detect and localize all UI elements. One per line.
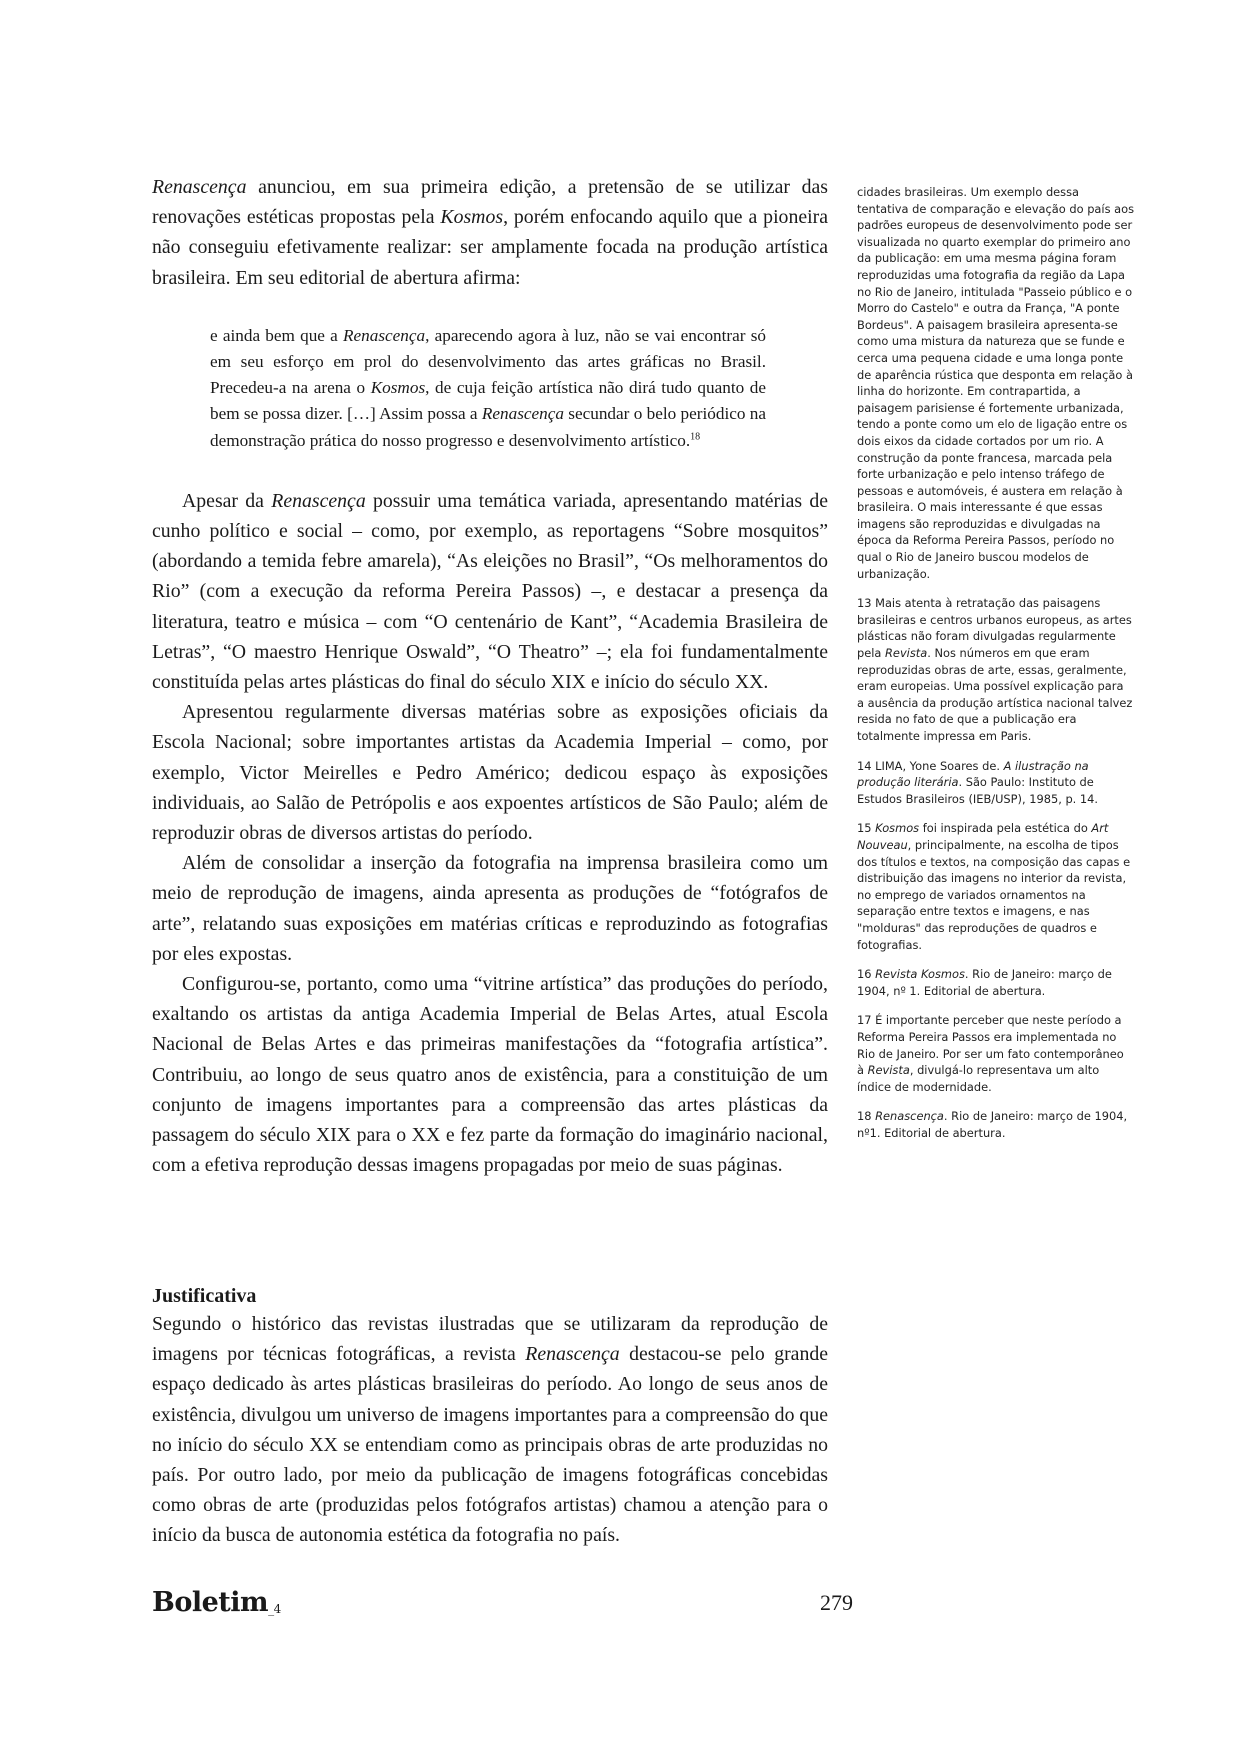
justificativa-paragraph: Segundo o histórico das revistas ilustradas que se utilizaram da reprodução de imagens por técnicas fotográficas, a revista Renascença destacou-se pelo grande espaço dedicado às artes plásticas brasileiras do período. Ao longo de seus anos de existência, divulgou um universo de imagens importantes para a compreensão do que no início do século XX se entendiam como as principais obras de arte produzidas no país. Por outro lado, por meio da publicação de imagens fotográficas concebidas como obras de arte (produzidas pelos fotógrafos artistas) chamou a atenção para o início da busca de autonomia estética da fotografia no país. bbox=[152, 1313, 829, 1547]
paragraph-3: Apresentou regularmente diversas matérias sobre as exposições oficiais da Escola Nacional; sobre importantes artistas da Academia Imperial – como, por exemplo, Victor Meirelles e Pedro Américo; dedicou espaço às exposições individuais, ao Salão de Petrópolis e aos expoentes artísticos de São Paulo; além de reproduzir obras de diversos artistas do período. bbox=[152, 701, 828, 845]
paragraph-1: Renascença anunciou, em sua primeira edição, a pretensão de se utilizar das renovações estéticas propostas pela Kosmos, porém enfocando aquilo que a pioneira não conseguiu efetivamente realizar: ser amplamente focada na produção artística brasileira. Em seu editorial de abertura afirma: bbox=[152, 176, 828, 289]
footnote-12-continued: cidades brasileiras. Um exemplo dessa tentativa de comparação e elevação do país aos padrões europeus de desenvolvimento pode ser visualizada no quarto exemplar do primeiro ano da publicação: em uma mesma página foram reproduzidas uma fotografia da região da Lapa no Rio de Janeiro, intitulada "Passeio público e o Morro do Castelo" e outra da França, "A ponte Bordeus". A paisagem brasileira apresenta-se como uma mistura da natureza que se funde e cerca uma pequena cidade e uma longa ponte de aparência rústica que desponta em relação à linha do horizonte. Em contrapartida, a paisagem parisiense é fortemente urbanizada, tendo a ponte como um elo de ligação entre os dois eixos da cidade cortados por um rio. A construção da ponte francesa, marcada pela forte urbanização e pelo intenso tráfego de pessoas e automóveis, é austera em relação à brasileira. O mais interessante é que essas imagens são reproduzidas e divulgadas na época da Reforma Pereira Passos, período no qual o Rio de Janeiro buscou modelos de urbanização. bbox=[857, 185, 1135, 581]
footnote-ref-18[interactable]: 18 bbox=[690, 430, 701, 442]
main-text-column bbox=[152, 172, 828, 1181]
footnotes-column bbox=[857, 184, 1134, 1154]
logo-sub-separator: _ bbox=[268, 1602, 274, 1616]
paragraph-4: Além de consolidar a inserção da fotografia na imprensa brasileira como um meio de reprodução de imagens, ainda apresenta as produções de “fotógrafos de arte”, relatando suas exposições em matérias críticas e reproduzindo as fotografias por eles expostas. bbox=[152, 852, 828, 965]
section-heading: Justificativa bbox=[152, 1285, 257, 1307]
boletim-logo: Boletim_4 bbox=[152, 1587, 281, 1618]
footnote-17: 17 É importante perceber que neste período a Reforma Pereira Passos era implementada no Rio de Janeiro. Por ser um fato contemporâneo à Revista, divulgá-lo representava um alto índice de modernidade. bbox=[857, 1013, 1124, 1094]
paragraph-2: Apesar da Renascença possuir uma temática variada, apresentando matérias de cunho político e social – como, por exemplo, as reportagens “Sobre mosquitos” (abordando a temida febre amarela), “As eleições no Brasil”, “Os melhoramentos do Rio” (com a execução da reforma Pereira Passos) –, e destacar a presença da literatura, teatro e música – com “O centenário de Kant”, “Academia Brasileira de Letras”, “O maestro Henrique Oswald”, “O Theatro” –; ela foi fundamentalmente constituída pelas artes plásticas do final do século XIX e início do século XX. bbox=[152, 489, 828, 694]
footnote-14: 14 LIMA, Yone Soares de. A ilustração na produção literária. São Paulo: Instituto de Estudos Brasileiros (IEB/USP), 1985, p. 14. bbox=[857, 758, 1099, 806]
footnote-18: 18 Renascença. Rio de Janeiro: março de 1904, nº1. Editorial de abertura. bbox=[857, 1109, 1128, 1140]
footnote-16: 16 Revista Kosmos. Rio de Janeiro: março de 1904, nº 1. Editorial de abertura. bbox=[857, 967, 1112, 998]
footnote-15: 15 Kosmos foi inspirada pela estética do Art Nouveau, principalmente, na escolha de tipos dos títulos e textos, na composição das capas e distribuição das imagens no interior da revista, no emprego de variados ornamentos na separação entre textos e imagens, e nas "molduras" das reproduções de quadros e fotografias. bbox=[857, 821, 1131, 952]
footnote-13: 13 Mais atenta à retratação das paisagens brasileiras e centros urbanos europeus, as artes plásticas não foram divulgadas regularmente pela Revista. Nos números em que eram reproduzidas obras de arte, essas, geralmente, eram europeias. Uma possível explicação para a ausência da produção artística nacional talvez resida no fato de que a publicação era totalmente impressa em Paris. bbox=[857, 596, 1133, 743]
page-number: 279 bbox=[820, 1590, 853, 1615]
paragraph-5: Configurou-se, portanto, como uma “vitrine artística” das produções do período, exaltando os artistas da antiga Academia Imperial de Belas Artes, atual Escola Nacional de Belas Artes e das primeiras manifestações da “fotografia artística”. Contribuiu, ao longo de seus quatro anos de existência, para a constituição de um conjunto de imagens importantes para a compreensão das artes plásticas da passagem do século XIX para o XX e fez parte da formação do imaginário nacional, com a efetiva reprodução dessas imagens propagadas por meio de suas páginas. bbox=[152, 973, 828, 1177]
justificativa-section bbox=[152, 1283, 828, 1551]
block-quote: e ainda bem que a Renascença, aparecendo agora à luz, não se vai encontrar só em seu esforço em prol do desenvolvimento das artes gráficas no Brasil. Precedeu-a na arena o Kosmos, de cuja feição artística não dirá tudo quanto de bem se possa dizer. […] Assim possa a Renascença secundar o belo periódico na demonstração prática do nosso progresso e desenvolvimento artístico.$^{18}$ bbox=[210, 325, 767, 450]
